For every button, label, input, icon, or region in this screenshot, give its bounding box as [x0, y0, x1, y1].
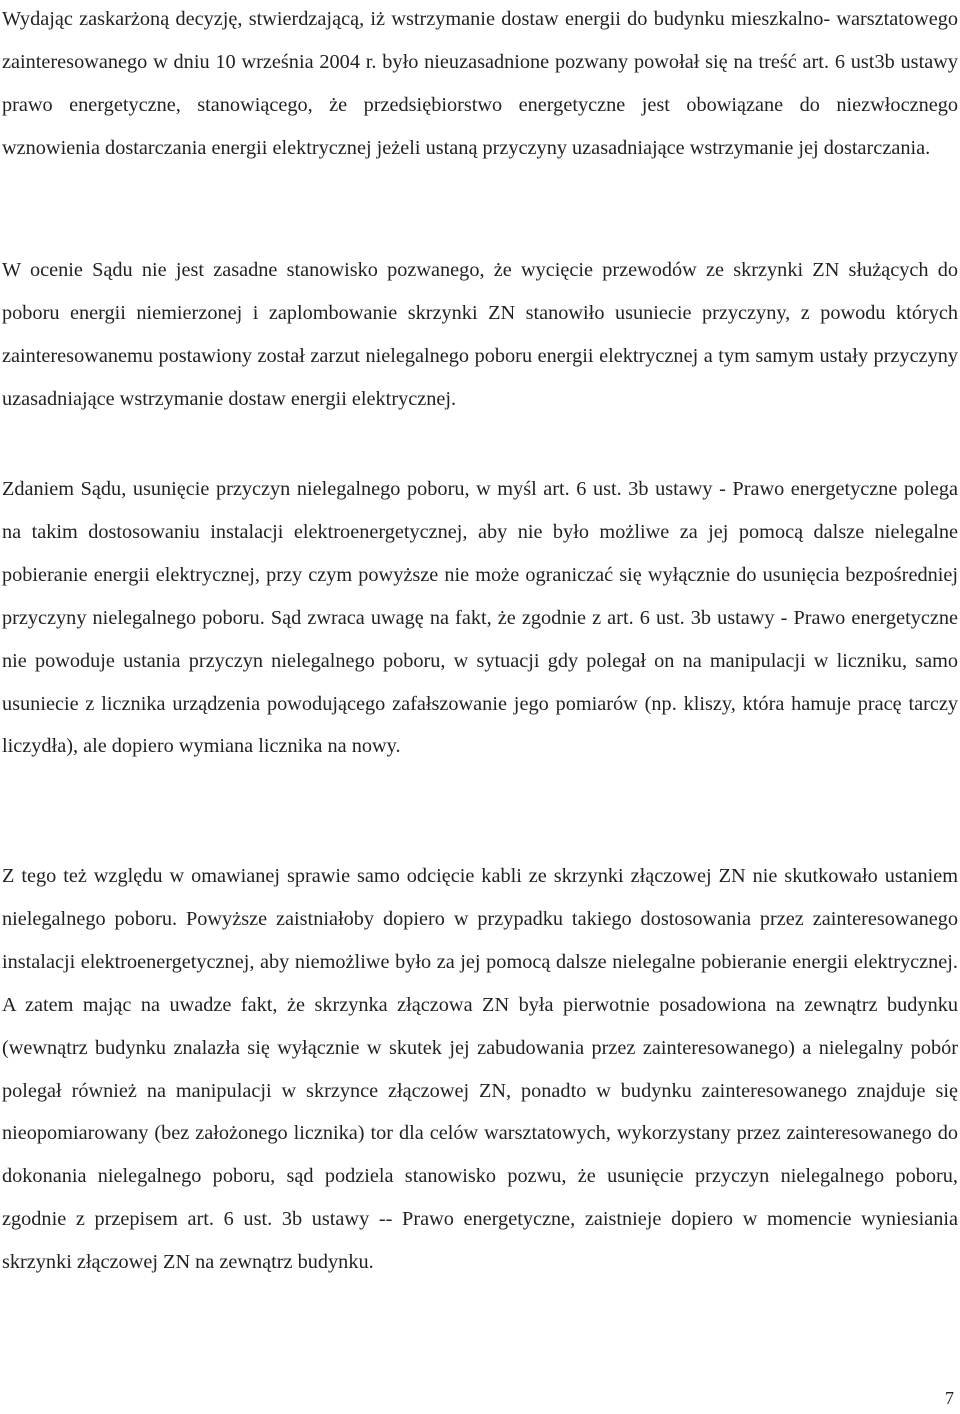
paragraph-4: Z tego też względu w omawianej sprawie samo odcięcie kabli ze skrzynki złączowej ZN nie skutkowało ustaniem nielegalnego poboru. Powyższe zaistniałoby dopiero w przypadku takiego dostosowania przez zainteresowanego instalacji elektroenergetycznej, aby niemożliwe było za jej pomocą dalsze nielegalne pobieranie energii elektrycznej. A zatem mając na uwadze fakt, że skrzynka złączowa ZN była pierwotnie posadowiona na zewnątrz budynku (wewnątrz budynku znalazła się wyłącznie w skutek jej zabudowania przez zainteresowanego) a nielegalny pobór polegał również na manipulacji w skrzynce złączowej ZN, ponadto w budynku zainteresowanego znajduje się nieopomiarowany (bez założonego licznika) tor dla celów warsztatowych, wykorzystany przez zainteresowanego do dokonania nielegalnego poboru, sąd podziela stanowisko pozwu, że usunięcie przyczyn nielegalnego poboru, zgodnie z przepisem art. 6 ust. 3b ustawy -- Prawo energetyczne, zaistnieje dopiero w momencie wyniesiania skrzynki złączowej ZN na zewnątrz budynku.	[2, 865, 958, 1274]
paragraph-1: Wydając zaskarżoną decyzję, stwierdzającą, iż wstrzymanie dostaw energii do budynku mieszkalno- warsztatowego zainteresowanego w dniu 10 września 2004 r. było nieuzasadnione pozwany powołał się na treść art. 6 ust3b ustawy prawo energetyczne, stanowiącego, że przedsiębiorstwo energetyczne jest obowiązane do niezwłocznego wznowienia dostarczania energii elektrycznej jeżeli ustaną przyczyny uzasadniające wstrzymanie jej dostarczania.	[2, 8, 958, 159]
paragraph-2: W ocenie Sądu nie jest zasadne stanowisko pozwanego, że wycięcie przewodów ze skrzynki ZN służących do poboru energii niemierzonej i zaplombowanie skrzynki ZN stanowiło usuniecie przyczyny, z powodu których zainteresowanemu postawiony został zarzut nielegalnego poboru energii elektrycznej a tym samym ustały przyczyny uzasadniające wstrzymanie dostaw energii elektrycznej.	[2, 259, 958, 410]
paragraph-3: Zdaniem Sądu, usunięcie przyczyn nielegalnego poboru, w myśl art. 6 ust. 3b ustawy - Prawo energetyczne polega na takim dostosowaniu instalacji elektroenergetycznej, aby nie było możliwe za jej pomocą dalsze nielegalne pobieranie energii elektrycznej, przy czym powyższe nie może ograniczać się wyłącznie do usunięcia bezpośredniej przyczyny nielegalnego poboru. Sąd zwraca uwagę na fakt, że zgodnie z art. 6 ust. 3b ustawy - Prawo energetyczne nie powoduje ustania przyczyn nielegalnego poboru, w sytuacji gdy polegał on na manipulacji w liczniku, samo usuniecie z licznika urządzenia powodującego zafałszowanie jego pomiarów (np. kliszy, która hamuje pracę tarczy liczydła), ale dopiero wymiana licznika na nowy.	[2, 478, 958, 758]
page-number: 7	[945, 1388, 954, 1408]
